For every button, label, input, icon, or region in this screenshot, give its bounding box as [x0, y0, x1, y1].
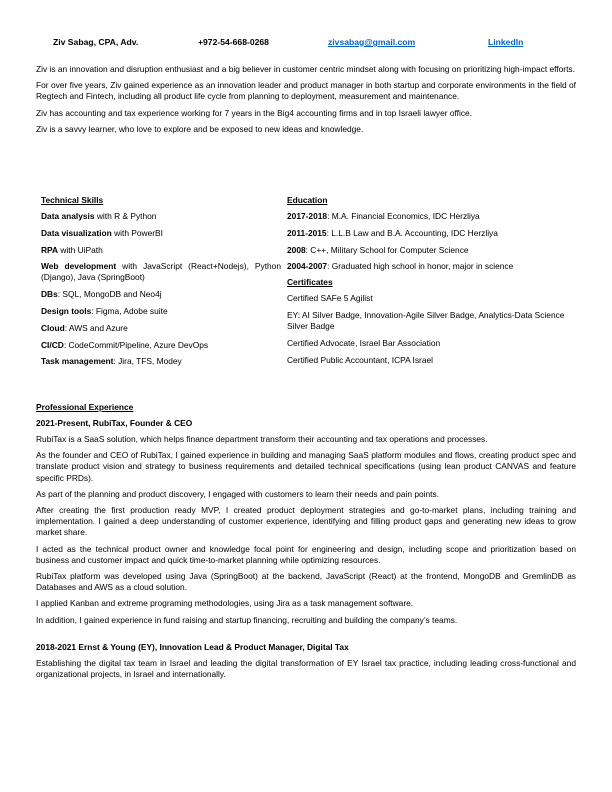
- job-title: 2021-Present, RubiTax, Founder & CEO: [36, 418, 193, 428]
- job-paragraph: I acted as the technical product owner and knowledge focal point for engineering and design, including scope and prioritization based on business and customer impact and quick time-to-market planning while optimizing resources.: [36, 543, 576, 565]
- skills-text: with JavaScript (React+Nodejs), Python (Django), Java (SpringBoot): [41, 261, 281, 283]
- skills-text: : AWS and Azure: [64, 322, 128, 333]
- list-item: [41, 340, 281, 351]
- section-heading: Certificates: [287, 277, 333, 288]
- education-text: : Graduated high school in honor, major in science: [327, 261, 514, 272]
- summary-paragraph: Ziv is an innovation and disruption enthusiast and a big believer in customer centric mindset along with focusing on prioritizing high-impact efforts.: [36, 64, 575, 74]
- job-paragraph: After creating the first production ready MVP, I created product deployment strategies and go-to-market plans, including training and implementation. I gained a deep understanding of customer experience, identifying and filling product gaps and generating new ideas to grow market share.: [36, 505, 576, 538]
- section-heading: Education: [287, 195, 328, 205]
- job-paragraph: RubiTax is a SaaS solution, which helps finance department transform their accounting and tax operations and processes.: [36, 434, 488, 444]
- list-item: [287, 211, 577, 222]
- job-paragraph: As the founder and CEO of RubiTax, I gained experience in building and managing SaaS platform modules and flows, creating product spec and translate product vision and strategy to business requirements and detailed technical specifications (using lean product CANVAS and feature specific PRDs).: [36, 450, 576, 483]
- education-label: 2004-2007: [287, 261, 328, 272]
- skills-label: CI/CD: [41, 339, 64, 350]
- skills-label: Web development: [41, 261, 117, 272]
- skills-text: with UiPath: [58, 244, 103, 255]
- skills-label: Data visualization: [41, 227, 112, 238]
- education-label: 2017-2018: [287, 211, 328, 221]
- technical-skills-section: [41, 195, 281, 373]
- list-item: [41, 356, 281, 367]
- list-item: [41, 289, 281, 300]
- list-item: [41, 323, 281, 334]
- education-text: : M.A. Financial Economics, IDC Herzliya: [327, 211, 480, 221]
- education-label: 2008: [287, 244, 306, 255]
- job-paragraph: I applied Kanban and extreme programing methodologies, using Jira as a task management software.: [36, 598, 414, 609]
- section-heading: Technical Skills: [41, 195, 104, 205]
- certificate-item: Certified SAFe 5 Agilist: [287, 293, 373, 304]
- summary-paragraph: Ziv has accounting and tax experience working for 7 years in the Big4 accounting firms and in top Israeli lawyer office.: [36, 107, 473, 118]
- phone-number: +972-54-668-0268: [198, 37, 269, 47]
- section-heading: Professional Experience: [36, 402, 134, 412]
- education-text: : L.L.B Law and B.A. Accounting, IDC Herzliya: [326, 227, 498, 238]
- list-item: [41, 306, 281, 317]
- list-item: [287, 245, 577, 256]
- skills-text: : Jira, TFS, Modey: [113, 356, 182, 367]
- list-item: [287, 228, 577, 239]
- summary-paragraph: For over five years, Ziv gained experience as an innovation leader and product manager in both startup and corporate environments in the field of Regtech and Fintech, including all product life cycle from planning to deployment, measurement and maintenance.: [36, 80, 576, 102]
- education-label: 2011-2015: [287, 227, 327, 238]
- job-paragraph: In addition, I gained experience in fund raising and startup financing, recruiting and building the company’s teams.: [36, 614, 458, 625]
- skills-label: RPA: [41, 244, 59, 255]
- certificate-item: Certified Advocate, Israel Bar Association: [287, 337, 441, 348]
- job-title: 2018-2021 Ernst & Young (EY), Innovation Lead & Product Manager, Digital Tax: [36, 641, 349, 652]
- list-item: [41, 228, 281, 239]
- job-entry: [36, 418, 576, 626]
- skills-label: Data analysis: [41, 211, 95, 221]
- summary: [36, 64, 576, 140]
- job-paragraph: Establishing the digital tax team in Israel and leading the digital transformation of EY Israel tax practice, including leading cross-functional and organizational projects, in Israel and internationally.: [36, 657, 576, 680]
- job-entry: [36, 642, 576, 680]
- job-paragraph: RubiTax platform was developed using Java (SpringBoot) at the backend, JavaScript (React) at the frontend, MongoDB and GremlinDB as Databases and AWS as a cloud solution.: [36, 571, 576, 593]
- skills-text: with PowerBI: [111, 227, 163, 238]
- candidate-name: Ziv Sabag, CPA, Adv.: [53, 37, 139, 47]
- list-item: [41, 245, 281, 256]
- list-item: [41, 211, 281, 222]
- skills-text: : SQL, MongoDB and Neo4j: [57, 289, 162, 300]
- certificate-item: EY: AI Silver Badge, Innovation-Agile Silver Badge, Analytics-Data Science Silver Badge: [287, 309, 565, 331]
- skills-label: Design tools: [41, 305, 92, 316]
- list-item: [41, 261, 281, 283]
- list-item: [287, 261, 577, 272]
- education-section: [287, 195, 577, 371]
- education-text: : C++, Military School for Computer Science: [305, 244, 469, 255]
- skills-label: DBs: [41, 289, 58, 300]
- skills-text: : Figma, Adobe suite: [91, 305, 168, 316]
- experience-section: [36, 402, 576, 685]
- summary-paragraph: Ziv is a savvy learner, who love to explore and be exposed to new ideas and knowledge.: [36, 123, 364, 134]
- skills-label: Cloud: [41, 322, 65, 333]
- certificate-item: Certified Public Accountant, ICPA Israel: [287, 354, 434, 365]
- job-paragraph: As part of the planning and product discovery, I engaged with customers to learn their needs and pain points.: [36, 488, 440, 499]
- email-link[interactable]: zivsabag@gmail.com: [328, 37, 416, 47]
- skills-label: Task management: [41, 356, 114, 367]
- skills-text: : CodeCommit/Pipeline, Azure DevOps: [63, 339, 209, 350]
- skills-text: with R & Python: [94, 211, 157, 221]
- linkedin-link[interactable]: LinkedIn: [488, 37, 524, 47]
